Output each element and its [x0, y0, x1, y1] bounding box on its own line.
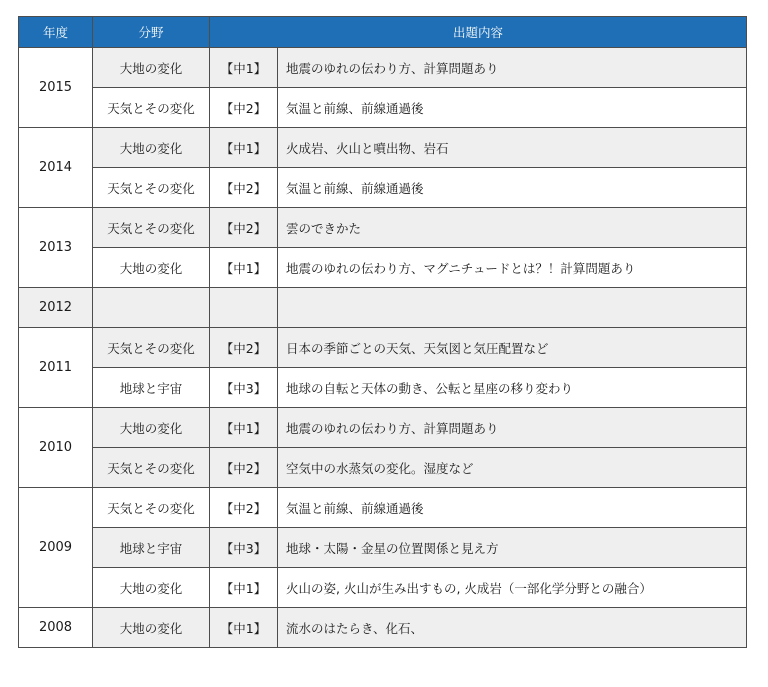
table-row	[19, 488, 747, 528]
content-cell	[278, 288, 747, 328]
content-cell: 地球・太陽・金星の位置関係と見え方	[278, 528, 747, 568]
header-year: 年度	[19, 17, 93, 48]
grade-cell: 【中2】	[210, 488, 278, 528]
content-cell: 気温と前線、前線通過後	[278, 88, 747, 128]
grade-cell: 【中1】	[210, 248, 278, 288]
field-cell: 地球と宇宙	[93, 528, 210, 568]
table-row	[19, 288, 747, 328]
field-cell: 天気とその変化	[93, 448, 210, 488]
header-row	[19, 17, 747, 48]
table-row	[19, 128, 747, 168]
table-row	[19, 248, 747, 288]
grade-cell: 【中3】	[210, 528, 278, 568]
content-cell: 気温と前線、前線通過後	[278, 168, 747, 208]
grade-cell: 【中2】	[210, 168, 278, 208]
field-cell: 天気とその変化	[93, 488, 210, 528]
table-row	[19, 328, 747, 368]
grade-cell: 【中3】	[210, 368, 278, 408]
content-cell: 地震のゆれの伝わり方、計算問題あり	[278, 48, 747, 88]
grade-cell: 【中2】	[210, 448, 278, 488]
grade-cell: 【中1】	[210, 408, 278, 448]
table-row	[19, 168, 747, 208]
grade-cell: 【中1】	[210, 128, 278, 168]
table-row	[19, 608, 747, 648]
grade-cell: 【中1】	[210, 568, 278, 608]
content-cell: 雲のできかた	[278, 208, 747, 248]
field-cell: 天気とその変化	[93, 328, 210, 368]
content-cell: 日本の季節ごとの天気、天気図と気圧配置など	[278, 328, 747, 368]
grade-cell: 【中1】	[210, 48, 278, 88]
content-cell: 流水のはたらき、化石、	[278, 608, 747, 648]
grade-cell: 【中1】	[210, 608, 278, 648]
exam-topics-table-container	[18, 16, 746, 648]
grade-cell: 【中2】	[210, 88, 278, 128]
field-cell: 大地の変化	[93, 248, 210, 288]
year-cell: 2011	[19, 328, 93, 408]
content-cell: 気温と前線、前線通過後	[278, 488, 747, 528]
table-row	[19, 408, 747, 448]
content-cell: 空気中の水蒸気の変化。湿度など	[278, 448, 747, 488]
header-content: 出題内容	[210, 17, 747, 48]
table-row	[19, 48, 747, 88]
field-cell	[93, 288, 210, 328]
field-cell: 天気とその変化	[93, 208, 210, 248]
table-row	[19, 208, 747, 248]
content-cell: 地震のゆれの伝わり方、マグニチュードとは？！計算問題あり	[278, 248, 747, 288]
content-cell: 地球の自転と天体の動き、公転と星座の移り変わり	[278, 368, 747, 408]
year-cell: 2009	[19, 488, 93, 608]
grade-cell: 【中2】	[210, 328, 278, 368]
table-row	[19, 88, 747, 128]
table-row	[19, 528, 747, 568]
table-row	[19, 368, 747, 408]
field-cell: 大地の変化	[93, 48, 210, 88]
year-cell: 2010	[19, 408, 93, 488]
field-cell: 天気とその変化	[93, 168, 210, 208]
grade-cell	[210, 288, 278, 328]
year-cell: 2013	[19, 208, 93, 288]
grade-cell: 【中2】	[210, 208, 278, 248]
year-cell: 2012	[19, 288, 93, 328]
field-cell: 大地の変化	[93, 608, 210, 648]
exam-topics-table	[18, 16, 747, 648]
field-cell: 大地の変化	[93, 128, 210, 168]
content-cell: 火山の姿, 火山が生み出すもの, 火成岩（一部化学分野との融合）	[278, 568, 747, 608]
field-cell: 大地の変化	[93, 408, 210, 448]
year-cell: 2008	[19, 608, 93, 648]
table-row	[19, 568, 747, 608]
year-cell: 2014	[19, 128, 93, 208]
table-row	[19, 448, 747, 488]
header-field: 分野	[93, 17, 210, 48]
field-cell: 大地の変化	[93, 568, 210, 608]
field-cell: 天気とその変化	[93, 88, 210, 128]
content-cell: 火成岩、火山と噴出物、岩石	[278, 128, 747, 168]
content-cell: 地震のゆれの伝わり方、計算問題あり	[278, 408, 747, 448]
year-cell: 2015	[19, 48, 93, 128]
field-cell: 地球と宇宙	[93, 368, 210, 408]
